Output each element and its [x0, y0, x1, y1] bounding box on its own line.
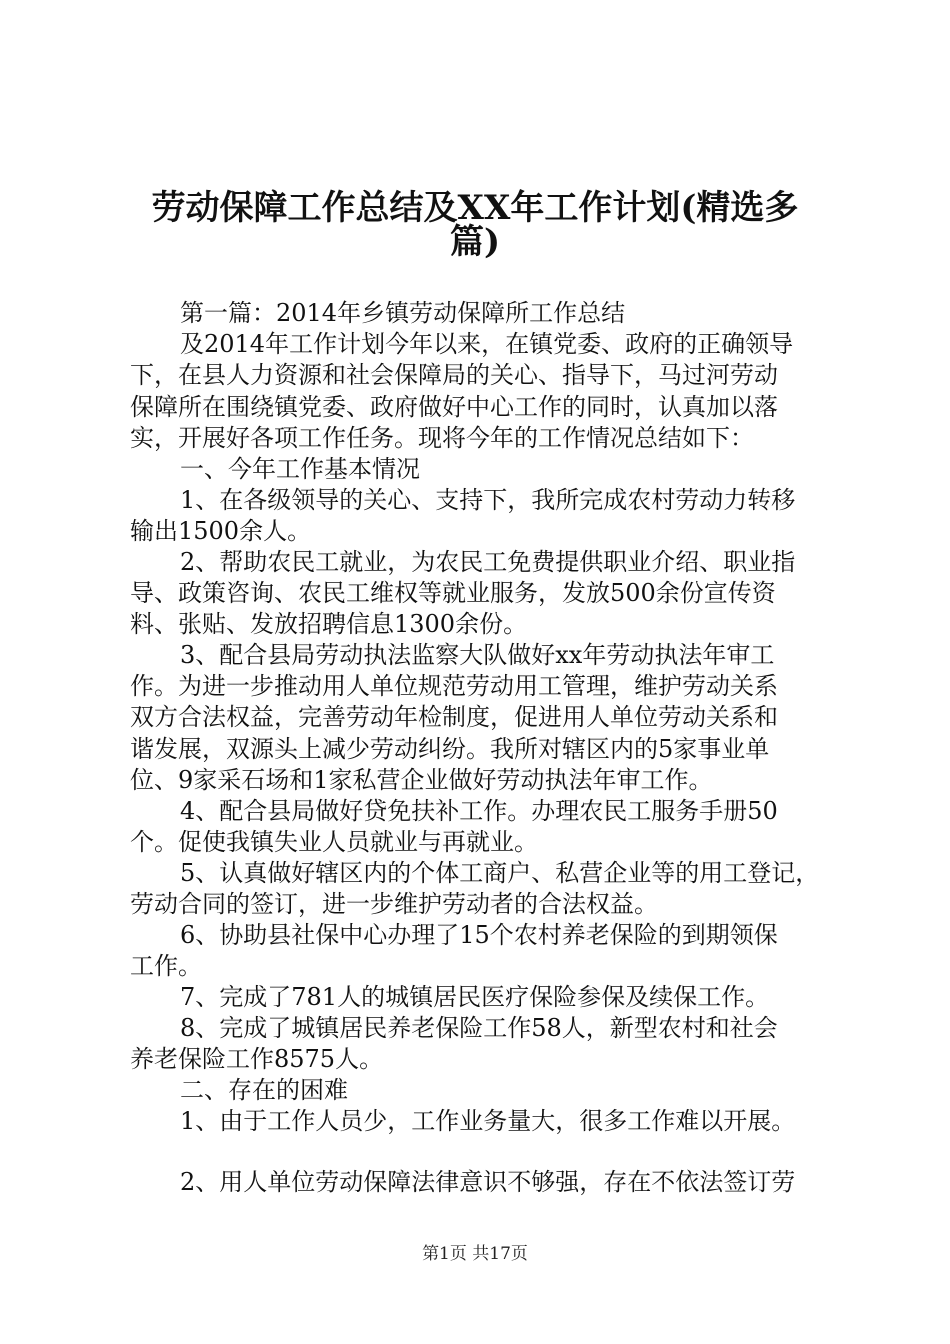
list-item-line: 养老保险工作8575人。 [130, 1045, 384, 1073]
list-item-line: 谐发展，双源头上减少劳动纠纷。我所对辖区内的5家事业单 [130, 735, 770, 763]
list-item-line: 2、用人单位劳动保障法律意识不够强，存在不依法签订劳 [180, 1168, 796, 1196]
section-heading: 第一篇：2014年乡镇劳动保障所工作总结 [180, 299, 626, 327]
list-item-line: 个。促使我镇失业人员就业与再就业。 [130, 828, 538, 856]
list-item-line: 1、在各级领导的关心、支持下，我所完成农村劳动力转移 [180, 486, 796, 514]
list-item-line: 5、认真做好辖区内的个体工商户、私营企业等的用工登记， [180, 859, 820, 887]
page-footer: 第1页 共17页 [422, 1244, 528, 1264]
paragraph-line: 实，开展好各项工作任务。现将今年的工作情况总结如下： [130, 424, 754, 452]
document-title-line-2: 篇) [449, 222, 501, 262]
list-item-line: 工作。 [130, 952, 202, 980]
document-title-line-1: 劳动保障工作总结及XX年工作计划(精选多 [151, 188, 799, 228]
list-item-line: 8、完成了城镇居民养老保险工作58人，新型农村和社会 [180, 1014, 778, 1042]
list-item-line: 位、9家采石场和1家私营企业做好劳动执法年审工作。 [130, 766, 713, 794]
list-item-line: 料、张贴、发放招聘信息1300余份。 [130, 610, 528, 638]
list-item-line: 6、协助县社保中心办理了15个农村养老保险的到期领保 [180, 921, 778, 949]
list-item-line: 3、配合县局劳动执法监察大队做好xx年劳动执法年审工 [180, 641, 775, 669]
paragraph-line: 下，在县人力资源和社会保障局的关心、指导下，马过河劳动 [130, 361, 778, 389]
list-item-line: 输出1500余人。 [130, 517, 312, 545]
list-item-line: 2、帮助农民工就业，为农民工免费提供职业介绍、职业指 [180, 548, 796, 576]
list-item-line: 双方合法权益，完善劳动年检制度，促进用人单位劳动关系和 [130, 703, 778, 731]
list-item-line: 导、政策咨询、农民工维权等就业服务，发放500余份宣传资 [130, 579, 776, 607]
list-item-line: 7、完成了781人的城镇居民医疗保险参保及续保工作。 [180, 983, 770, 1011]
list-item-line: 劳动合同的签订，进一步维护劳动者的合法权益。 [130, 890, 658, 918]
paragraph-line: 及2014年工作计划今年以来，在镇党委、政府的正确领导 [180, 330, 794, 358]
list-item-line: 4、配合县局做好贷免扶补工作。办理农民工服务手册50 [180, 797, 778, 825]
list-item-line: 作。为进一步推动用人单位规范劳动用工管理，维护劳动关系 [130, 672, 778, 700]
subsection-heading: 二、存在的困难 [180, 1076, 348, 1104]
subsection-heading: 一、今年工作基本情况 [180, 455, 420, 483]
list-item-line: 1、由于工作人员少，工作业务量大，很多工作难以开展。 [180, 1107, 796, 1135]
paragraph-line: 保障所在围绕镇党委、政府做好中心工作的同时，认真加以落 [130, 393, 778, 421]
